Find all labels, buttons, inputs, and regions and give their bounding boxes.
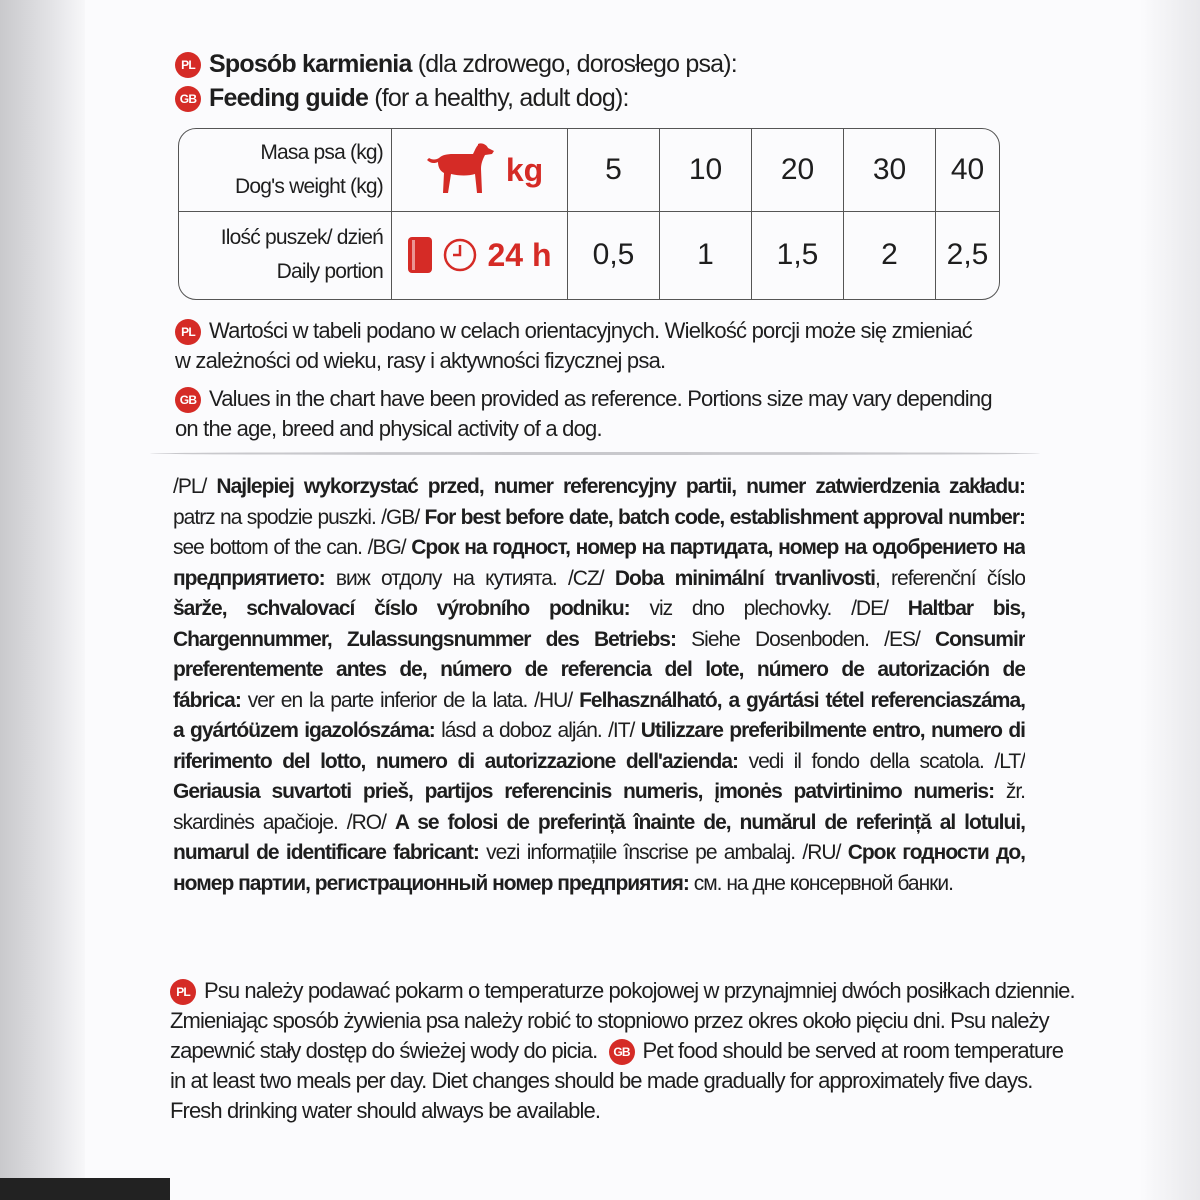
info-text: см. на дне консервной банки. [693, 871, 953, 895]
gb-heading [175, 84, 629, 113]
instruction-line: Pet food should be served at room temperature [642, 1038, 1064, 1063]
info-text: , referenční číslo [874, 566, 1025, 590]
info-line [173, 655, 1025, 686]
info-line [173, 472, 1025, 503]
weight-value: 5 [567, 129, 659, 211]
can-icon [407, 236, 433, 274]
pl-flag-badge: PL [175, 52, 201, 78]
info-text-bold: Consumir [934, 627, 1025, 651]
weight-label-gb: Dog's weight (kg) [235, 175, 383, 198]
pl-flag-badge: PL [170, 979, 196, 1005]
info-text: viz dno plechovky. /DE/ [649, 597, 908, 620]
info-line [173, 503, 1025, 534]
can-shadow-left [0, 0, 85, 1200]
pl-title: Sposób karmienia [209, 50, 412, 78]
pl-heading [175, 50, 737, 79]
info-text-bold: Haltbar bis, [907, 597, 1025, 620]
info-text: /PL/ [173, 475, 217, 498]
kg-unit: kg [505, 151, 544, 188]
info-text: Siehe Dosenboden. /ES/ [691, 627, 935, 651]
portion-icon-cell [391, 211, 567, 299]
multilingual-best-before-info [173, 472, 1025, 899]
feeding-instructions [170, 976, 1075, 1126]
pl-subtitle: (dla zdrowego, dorosłego psa): [417, 50, 737, 78]
info-line [173, 716, 1025, 747]
info-line [173, 747, 1025, 778]
info-text: patrz na spodzie puszki. /GB/ [173, 505, 425, 529]
gb-note [175, 384, 995, 444]
label-bottom-band [0, 1178, 170, 1200]
instruction-line: Psu należy podawać pokarm o temperaturze pokojowej w przynajmniej dwóch posiłkach dziennie. [204, 978, 1075, 1003]
clock-icon [443, 238, 477, 272]
info-line [173, 625, 1025, 656]
info-line [173, 838, 1025, 869]
feeding-table [178, 128, 1000, 300]
pl-flag-badge: PL [175, 319, 201, 345]
info-text-bold: a gyártóüzem igazolószáma: [173, 719, 442, 742]
weight-icon-cell [391, 129, 567, 211]
info-text-bold: For best before date, batch code, establishment approval number: [424, 505, 1025, 529]
24h-unit: 24 h [487, 236, 552, 273]
info-text: vezi informațiile înscrise pe ambalaj. /RU/ [486, 841, 848, 864]
instruction-line: Fresh drinking water should always be available. [170, 1098, 601, 1123]
info-line [173, 777, 1025, 808]
info-line [173, 686, 1025, 717]
gb-flag-badge: GB [175, 86, 201, 112]
pl-note-line: w zależności od wieku, rasy i aktywności fizycznej psa. [175, 348, 666, 373]
gb-note-line: Values in the chart have been provided as reference. Portions size may vary depending [209, 386, 992, 411]
info-text: vedi il fondo della scatola. /LT/ [748, 749, 1025, 773]
weight-value: 20 [751, 129, 843, 211]
info-text: skardinės apačioje. /RO/ [173, 810, 395, 834]
info-text: виж отдолу на кутията. /CZ/ [335, 566, 615, 590]
info-text-bold: fábrica: [173, 688, 248, 712]
info-text-bold: предприятието: [173, 566, 336, 590]
portion-label [179, 211, 391, 299]
info-text: lásd a doboz alján. /IT/ [441, 719, 641, 742]
dog-icon [416, 140, 496, 200]
gb-note-line: on the age, breed and physical activity of a dog. [175, 416, 602, 441]
weight-label-pl: Masa psa (kg) [260, 141, 383, 164]
portion-row [179, 211, 999, 299]
weight-value: 40 [935, 129, 999, 211]
portion-value: 2,5 [935, 211, 999, 299]
info-text-bold: riferimento del lotto, numero di autorizzazione dell'azienda: [173, 749, 749, 773]
info-line [173, 869, 1025, 900]
info-text-bold: preferentemente antes de, número de referencia del lote, número de autorización de [173, 658, 1025, 681]
section-divider [150, 452, 1040, 455]
portion-label-pl: Ilość puszek/ dzień [220, 226, 383, 249]
info-text: ver en la parte inferior de la lata. /HU/ [247, 688, 580, 712]
portion-value: 2 [843, 211, 935, 299]
info-text-bold: Najlepiej wykorzystać przed, numer referencyjny partii, numer zatwierdzenia zakładu: [216, 475, 1025, 498]
info-line [173, 808, 1025, 839]
instruction-line: in at least two meals per day. Diet changes should be made gradually for approximately five days. [170, 1068, 1033, 1093]
info-text-bold: Doba minimální trvanlivosti [614, 566, 875, 590]
info-text: see bottom of the can. /BG/ [173, 536, 412, 559]
info-text-bold: Срок годности до, [847, 841, 1025, 864]
info-text-bold: Utilizzare preferibilmente entro, numero di [640, 719, 1025, 742]
instruction-line: zapewnić stały dostęp do świeżej wody do picia. [170, 1038, 598, 1063]
weight-value: 10 [659, 129, 751, 211]
info-line [173, 594, 1025, 625]
pl-note [175, 316, 995, 376]
can-shadow-right [1140, 0, 1200, 1200]
info-text-bold: Felhasználható, a gyártási tétel referenciaszáma, [579, 688, 1025, 712]
info-text-bold: A se folosi de preferință înainte de, numărul de referință al lotului, [394, 810, 1025, 834]
info-text: žr. [1005, 780, 1025, 803]
gb-title: Feeding guide [209, 84, 369, 112]
info-text-bold: номер партии, регистрационный номер предприятия: [173, 871, 694, 895]
weight-label [179, 129, 391, 211]
gb-subtitle: (for a healthy, adult dog): [374, 84, 629, 112]
weight-row [179, 129, 999, 212]
info-text-bold: Срок на годност, номер на партидата, номер на одобрението на [411, 536, 1025, 559]
info-text-bold: numarul de identificare fabricant: [173, 841, 487, 864]
instruction-line: Zmieniając sposób żywienia psa należy robić to stopniowo przez okres około pięciu dni. Psu należy [170, 1008, 1049, 1033]
info-text-bold: šarže, schvalovací číslo výrobního podniku: [173, 597, 650, 620]
info-text-bold: Chargennummer, Zulassungsnummer des Betriebs: [173, 627, 692, 651]
gb-flag-badge: GB [175, 387, 201, 413]
weight-value: 30 [843, 129, 935, 211]
info-line [173, 533, 1025, 564]
portion-value: 1,5 [751, 211, 843, 299]
gb-flag-badge: GB [609, 1039, 635, 1065]
portion-label-gb: Daily portion [276, 260, 383, 283]
pl-note-line: Wartości w tabeli podano w celach orientacyjnych. Wielkość porcji może się zmieniać [209, 318, 973, 343]
portion-value: 0,5 [567, 211, 659, 299]
info-text-bold: Geriausia suvartoti prieš, partijos referencinis numeris, įmonės patvirtinimo numeris: [173, 780, 1006, 803]
info-line [173, 564, 1025, 595]
portion-value: 1 [659, 211, 751, 299]
